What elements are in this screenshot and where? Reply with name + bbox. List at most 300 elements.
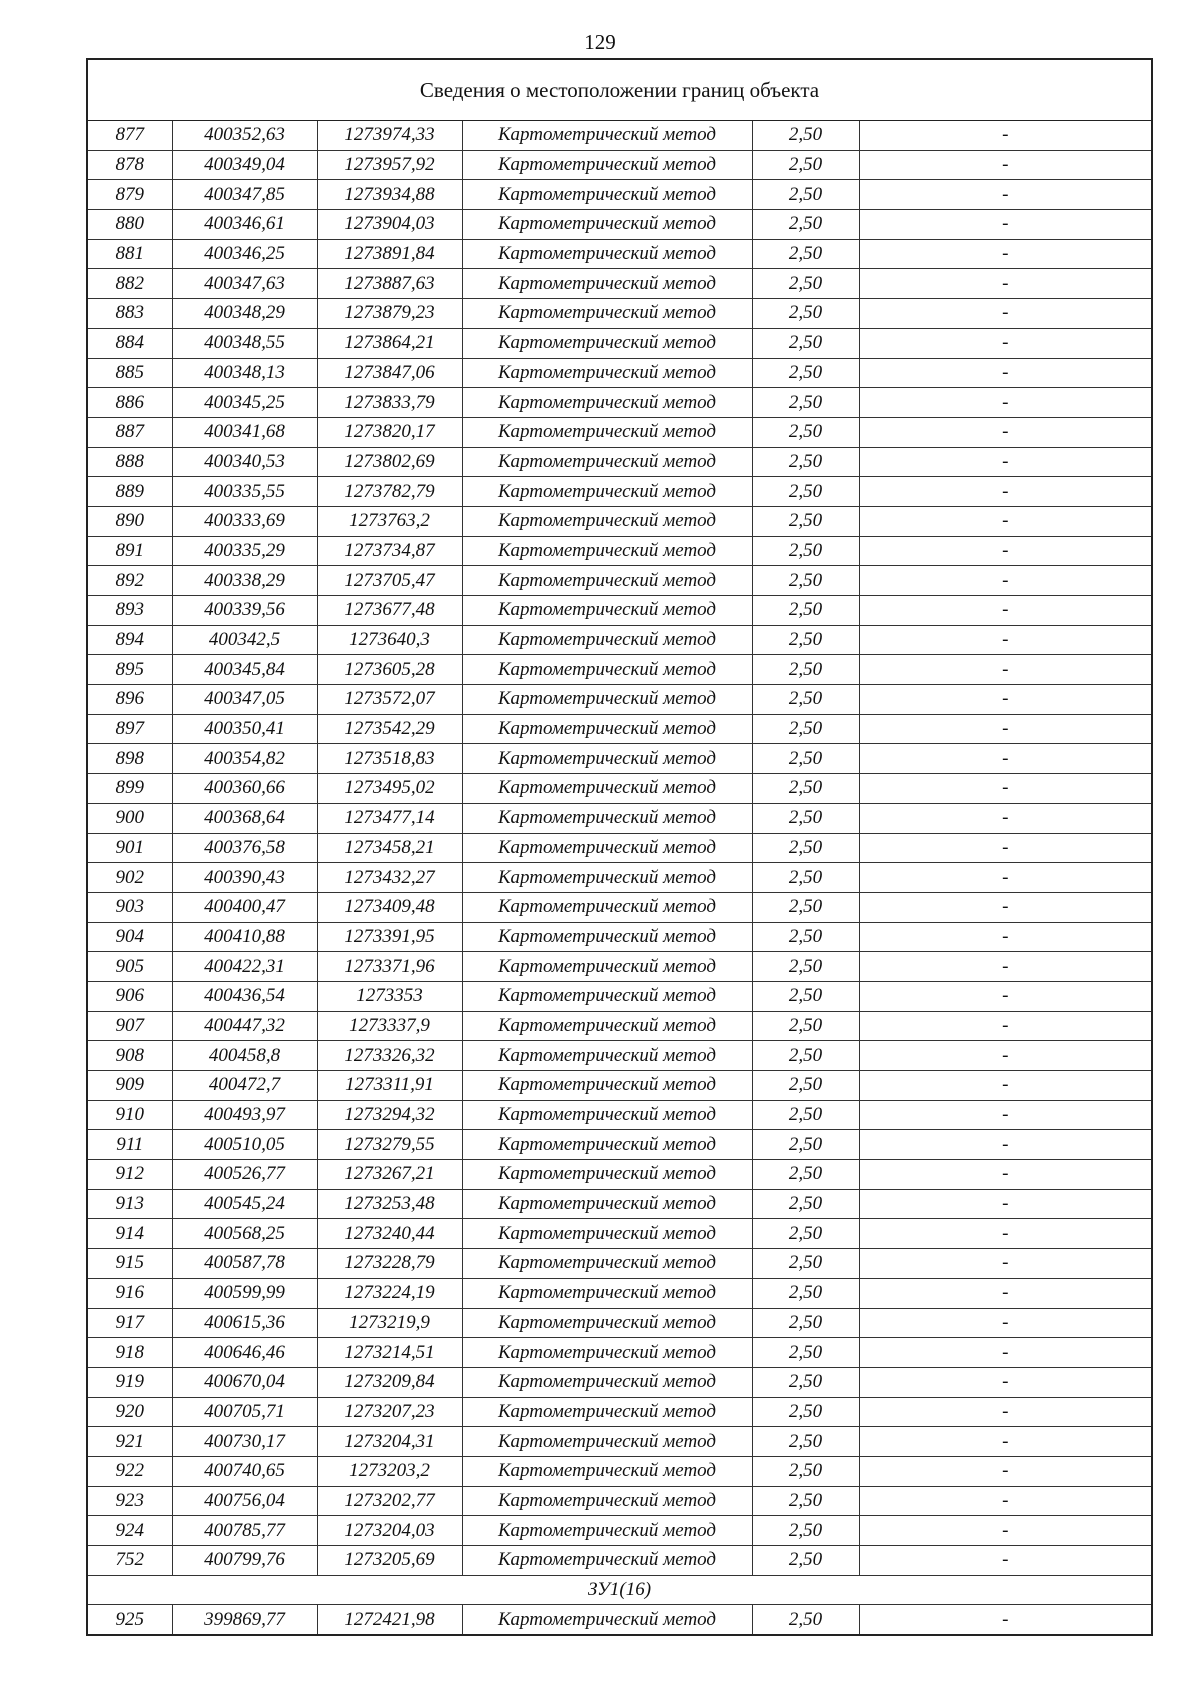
point-number-cell: 898 xyxy=(88,744,172,774)
method-cell: Картометрический метод xyxy=(462,566,752,596)
point-number-cell: 879 xyxy=(88,180,172,210)
table-row xyxy=(88,1278,1151,1308)
table-header-title: Сведения о местоположении границ объекта xyxy=(88,60,1151,121)
method-cell: Картометрический метод xyxy=(462,981,752,1011)
method-cell: Картометрический метод xyxy=(462,774,752,804)
method-cell: Картометрический метод xyxy=(462,1456,752,1486)
point-number-cell: 889 xyxy=(88,477,172,507)
table-row xyxy=(88,1130,1151,1160)
y-coordinate-cell: 1273677,48 xyxy=(317,596,462,626)
description-cell: - xyxy=(859,1249,1151,1279)
x-coordinate-cell: 400345,25 xyxy=(172,388,317,418)
table-row xyxy=(88,685,1151,715)
point-number-cell: 893 xyxy=(88,596,172,626)
point-number-cell: 910 xyxy=(88,1100,172,1130)
table-row xyxy=(88,1249,1151,1279)
table-row xyxy=(88,1100,1151,1130)
table-row xyxy=(88,952,1151,982)
method-cell: Картометрический метод xyxy=(462,922,752,952)
accuracy-cell: 2,50 xyxy=(752,1189,859,1219)
table-row xyxy=(88,150,1151,180)
x-coordinate-cell: 400345,84 xyxy=(172,655,317,685)
table-row xyxy=(88,1011,1151,1041)
y-coordinate-cell: 1273734,87 xyxy=(317,536,462,566)
y-coordinate-cell: 1273205,69 xyxy=(317,1546,462,1576)
y-coordinate-cell: 1273219,9 xyxy=(317,1308,462,1338)
point-number-cell: 919 xyxy=(88,1367,172,1397)
table-row xyxy=(88,1486,1151,1516)
point-number-cell: 901 xyxy=(88,833,172,863)
section-row xyxy=(88,1575,1151,1605)
y-coordinate-cell: 1273209,84 xyxy=(317,1367,462,1397)
y-coordinate-cell: 1273572,07 xyxy=(317,685,462,715)
accuracy-cell: 2,50 xyxy=(752,1427,859,1457)
y-coordinate-cell: 1273477,14 xyxy=(317,803,462,833)
point-number-cell: 915 xyxy=(88,1249,172,1279)
y-coordinate-cell: 1273891,84 xyxy=(317,239,462,269)
table-row xyxy=(88,417,1151,447)
y-coordinate-cell: 1273518,83 xyxy=(317,744,462,774)
y-coordinate-cell: 1273640,3 xyxy=(317,625,462,655)
point-number-cell: 906 xyxy=(88,981,172,1011)
accuracy-cell: 2,50 xyxy=(752,685,859,715)
point-number-cell: 907 xyxy=(88,1011,172,1041)
accuracy-cell: 2,50 xyxy=(752,388,859,418)
accuracy-cell: 2,50 xyxy=(752,1546,859,1576)
description-cell: - xyxy=(859,299,1151,329)
accuracy-cell: 2,50 xyxy=(752,239,859,269)
y-coordinate-cell: 1273353 xyxy=(317,981,462,1011)
accuracy-cell: 2,50 xyxy=(752,1308,859,1338)
y-coordinate-cell: 1273495,02 xyxy=(317,774,462,804)
description-cell: - xyxy=(859,358,1151,388)
accuracy-cell: 2,50 xyxy=(752,1130,859,1160)
x-coordinate-cell: 400472,7 xyxy=(172,1071,317,1101)
section-label: ЗУ1(16) xyxy=(88,1575,1151,1605)
table-row xyxy=(88,981,1151,1011)
y-coordinate-cell: 1273203,2 xyxy=(317,1456,462,1486)
description-cell: - xyxy=(859,1041,1151,1071)
accuracy-cell: 2,50 xyxy=(752,477,859,507)
x-coordinate-cell: 400340,53 xyxy=(172,447,317,477)
method-cell: Картометрический метод xyxy=(462,388,752,418)
y-coordinate-cell: 1273957,92 xyxy=(317,150,462,180)
point-number-cell: 925 xyxy=(88,1605,172,1634)
description-cell: - xyxy=(859,1456,1151,1486)
y-coordinate-cell: 1273204,03 xyxy=(317,1516,462,1546)
x-coordinate-cell: 400526,77 xyxy=(172,1160,317,1190)
point-number-cell: 884 xyxy=(88,328,172,358)
y-coordinate-cell: 1273207,23 xyxy=(317,1397,462,1427)
description-cell: - xyxy=(859,744,1151,774)
description-cell: - xyxy=(859,1338,1151,1368)
point-number-cell: 896 xyxy=(88,685,172,715)
description-cell: - xyxy=(859,1367,1151,1397)
x-coordinate-cell: 400346,61 xyxy=(172,210,317,240)
description-cell: - xyxy=(859,1189,1151,1219)
accuracy-cell: 2,50 xyxy=(752,863,859,893)
x-coordinate-cell: 400740,65 xyxy=(172,1456,317,1486)
method-cell: Картометрический метод xyxy=(462,833,752,863)
method-cell: Картометрический метод xyxy=(462,1338,752,1368)
point-number-cell: 917 xyxy=(88,1308,172,1338)
y-coordinate-cell: 1273326,32 xyxy=(317,1041,462,1071)
coordinates-table xyxy=(88,121,1151,1634)
x-coordinate-cell: 400348,13 xyxy=(172,358,317,388)
description-cell: - xyxy=(859,952,1151,982)
accuracy-cell: 2,50 xyxy=(752,1249,859,1279)
accuracy-cell: 2,50 xyxy=(752,981,859,1011)
accuracy-cell: 2,50 xyxy=(752,1041,859,1071)
method-cell: Картометрический метод xyxy=(462,299,752,329)
table-row xyxy=(88,210,1151,240)
accuracy-cell: 2,50 xyxy=(752,1100,859,1130)
method-cell: Картометрический метод xyxy=(462,477,752,507)
y-coordinate-cell: 1273267,21 xyxy=(317,1160,462,1190)
point-number-cell: 923 xyxy=(88,1486,172,1516)
method-cell: Картометрический метод xyxy=(462,1605,752,1634)
x-coordinate-cell: 400705,71 xyxy=(172,1397,317,1427)
method-cell: Картометрический метод xyxy=(462,892,752,922)
y-coordinate-cell: 1273228,79 xyxy=(317,1249,462,1279)
x-coordinate-cell: 400568,25 xyxy=(172,1219,317,1249)
description-cell: - xyxy=(859,1546,1151,1576)
table-row xyxy=(88,655,1151,685)
description-cell: - xyxy=(859,981,1151,1011)
description-cell: - xyxy=(859,210,1151,240)
y-coordinate-cell: 1273337,9 xyxy=(317,1011,462,1041)
point-number-cell: 918 xyxy=(88,1338,172,1368)
method-cell: Картометрический метод xyxy=(462,1071,752,1101)
table-row xyxy=(88,566,1151,596)
point-number-cell: 924 xyxy=(88,1516,172,1546)
description-cell: - xyxy=(859,803,1151,833)
description-cell: - xyxy=(859,1427,1151,1457)
y-coordinate-cell: 1273705,47 xyxy=(317,566,462,596)
description-cell: - xyxy=(859,1486,1151,1516)
table-row xyxy=(88,892,1151,922)
point-number-cell: 895 xyxy=(88,655,172,685)
x-coordinate-cell: 400347,85 xyxy=(172,180,317,210)
point-number-cell: 891 xyxy=(88,536,172,566)
accuracy-cell: 2,50 xyxy=(752,180,859,210)
description-cell: - xyxy=(859,536,1151,566)
x-coordinate-cell: 400410,88 xyxy=(172,922,317,952)
y-coordinate-cell: 1273294,32 xyxy=(317,1100,462,1130)
point-number-cell: 912 xyxy=(88,1160,172,1190)
table-row xyxy=(88,447,1151,477)
x-coordinate-cell: 399869,77 xyxy=(172,1605,317,1634)
y-coordinate-cell: 1273204,31 xyxy=(317,1427,462,1457)
accuracy-cell: 2,50 xyxy=(752,774,859,804)
y-coordinate-cell: 1273432,27 xyxy=(317,863,462,893)
method-cell: Картометрический метод xyxy=(462,1546,752,1576)
x-coordinate-cell: 400756,04 xyxy=(172,1486,317,1516)
x-coordinate-cell: 400390,43 xyxy=(172,863,317,893)
page-number: 129 xyxy=(584,30,616,54)
table-row xyxy=(88,744,1151,774)
accuracy-cell: 2,50 xyxy=(752,625,859,655)
point-number-cell: 877 xyxy=(88,121,172,150)
accuracy-cell: 2,50 xyxy=(752,952,859,982)
accuracy-cell: 2,50 xyxy=(752,328,859,358)
table-row xyxy=(88,328,1151,358)
table-row xyxy=(88,1041,1151,1071)
description-cell: - xyxy=(859,1160,1151,1190)
point-number-cell: 888 xyxy=(88,447,172,477)
table-row xyxy=(88,1605,1151,1634)
method-cell: Картометрический метод xyxy=(462,1397,752,1427)
description-cell: - xyxy=(859,121,1151,150)
description-cell: - xyxy=(859,447,1151,477)
method-cell: Картометрический метод xyxy=(462,1011,752,1041)
method-cell: Картометрический метод xyxy=(462,1249,752,1279)
y-coordinate-cell: 1273605,28 xyxy=(317,655,462,685)
y-coordinate-cell: 1273904,03 xyxy=(317,210,462,240)
point-number-cell: 903 xyxy=(88,892,172,922)
description-cell: - xyxy=(859,1100,1151,1130)
y-coordinate-cell: 1273409,48 xyxy=(317,892,462,922)
x-coordinate-cell: 400348,55 xyxy=(172,328,317,358)
description-cell: - xyxy=(859,922,1151,952)
description-cell: - xyxy=(859,1308,1151,1338)
method-cell: Картометрический метод xyxy=(462,803,752,833)
point-number-cell: 885 xyxy=(88,358,172,388)
method-cell: Картометрический метод xyxy=(462,1041,752,1071)
table-row xyxy=(88,1189,1151,1219)
method-cell: Картометрический метод xyxy=(462,121,752,150)
x-coordinate-cell: 400545,24 xyxy=(172,1189,317,1219)
accuracy-cell: 2,50 xyxy=(752,210,859,240)
description-cell: - xyxy=(859,1278,1151,1308)
table-row xyxy=(88,1516,1151,1546)
accuracy-cell: 2,50 xyxy=(752,1397,859,1427)
table-row xyxy=(88,1338,1151,1368)
table-row xyxy=(88,477,1151,507)
method-cell: Картометрический метод xyxy=(462,180,752,210)
point-number-cell: 886 xyxy=(88,388,172,418)
description-cell: - xyxy=(859,1516,1151,1546)
point-number-cell: 899 xyxy=(88,774,172,804)
method-cell: Картометрический метод xyxy=(462,1278,752,1308)
y-coordinate-cell: 1273879,23 xyxy=(317,299,462,329)
point-number-cell: 920 xyxy=(88,1397,172,1427)
x-coordinate-cell: 400348,29 xyxy=(172,299,317,329)
accuracy-cell: 2,50 xyxy=(752,803,859,833)
method-cell: Картометрический метод xyxy=(462,1308,752,1338)
accuracy-cell: 2,50 xyxy=(752,1219,859,1249)
description-cell: - xyxy=(859,1071,1151,1101)
method-cell: Картометрический метод xyxy=(462,863,752,893)
x-coordinate-cell: 400615,36 xyxy=(172,1308,317,1338)
accuracy-cell: 2,50 xyxy=(752,744,859,774)
method-cell: Картометрический метод xyxy=(462,1160,752,1190)
description-cell: - xyxy=(859,1397,1151,1427)
method-cell: Картометрический метод xyxy=(462,1486,752,1516)
accuracy-cell: 2,50 xyxy=(752,655,859,685)
x-coordinate-cell: 400346,25 xyxy=(172,239,317,269)
x-coordinate-cell: 400422,31 xyxy=(172,952,317,982)
point-number-cell: 892 xyxy=(88,566,172,596)
description-cell: - xyxy=(859,150,1151,180)
method-cell: Картометрический метод xyxy=(462,714,752,744)
accuracy-cell: 2,50 xyxy=(752,1367,859,1397)
table-row xyxy=(88,714,1151,744)
y-coordinate-cell: 1273864,21 xyxy=(317,328,462,358)
coordinates-table-frame xyxy=(86,58,1153,1636)
y-coordinate-cell: 1273253,48 xyxy=(317,1189,462,1219)
y-coordinate-cell: 1273224,19 xyxy=(317,1278,462,1308)
table-row xyxy=(88,180,1151,210)
y-coordinate-cell: 1273833,79 xyxy=(317,388,462,418)
description-cell: - xyxy=(859,1605,1151,1634)
method-cell: Картометрический метод xyxy=(462,596,752,626)
description-cell: - xyxy=(859,833,1151,863)
accuracy-cell: 2,50 xyxy=(752,833,859,863)
accuracy-cell: 2,50 xyxy=(752,1278,859,1308)
point-number-cell: 880 xyxy=(88,210,172,240)
description-cell: - xyxy=(859,180,1151,210)
table-row xyxy=(88,1397,1151,1427)
x-coordinate-cell: 400400,47 xyxy=(172,892,317,922)
accuracy-cell: 2,50 xyxy=(752,536,859,566)
point-number-cell: 883 xyxy=(88,299,172,329)
y-coordinate-cell: 1273820,17 xyxy=(317,417,462,447)
y-coordinate-cell: 1273279,55 xyxy=(317,1130,462,1160)
y-coordinate-cell: 1273847,06 xyxy=(317,358,462,388)
point-number-cell: 908 xyxy=(88,1041,172,1071)
x-coordinate-cell: 400342,5 xyxy=(172,625,317,655)
description-cell: - xyxy=(859,655,1151,685)
point-number-cell: 882 xyxy=(88,269,172,299)
accuracy-cell: 2,50 xyxy=(752,1071,859,1101)
x-coordinate-cell: 400493,97 xyxy=(172,1100,317,1130)
method-cell: Картометрический метод xyxy=(462,625,752,655)
table-row xyxy=(88,1071,1151,1101)
table-row xyxy=(88,299,1151,329)
accuracy-cell: 2,50 xyxy=(752,1011,859,1041)
point-number-cell: 902 xyxy=(88,863,172,893)
y-coordinate-cell: 1273974,33 xyxy=(317,121,462,150)
accuracy-cell: 2,50 xyxy=(752,1456,859,1486)
x-coordinate-cell: 400587,78 xyxy=(172,1249,317,1279)
table-row xyxy=(88,774,1151,804)
y-coordinate-cell: 1273763,2 xyxy=(317,506,462,536)
method-cell: Картометрический метод xyxy=(462,269,752,299)
point-number-cell: 890 xyxy=(88,506,172,536)
x-coordinate-cell: 400333,69 xyxy=(172,506,317,536)
accuracy-cell: 2,50 xyxy=(752,1338,859,1368)
accuracy-cell: 2,50 xyxy=(752,447,859,477)
description-cell: - xyxy=(859,1219,1151,1249)
y-coordinate-cell: 1273240,44 xyxy=(317,1219,462,1249)
table-row xyxy=(88,536,1151,566)
x-coordinate-cell: 400349,04 xyxy=(172,150,317,180)
description-cell: - xyxy=(859,269,1151,299)
x-coordinate-cell: 400730,17 xyxy=(172,1427,317,1457)
y-coordinate-cell: 1273542,29 xyxy=(317,714,462,744)
y-coordinate-cell: 1273934,88 xyxy=(317,180,462,210)
table-row xyxy=(88,596,1151,626)
point-number-cell: 904 xyxy=(88,922,172,952)
y-coordinate-cell: 1273371,96 xyxy=(317,952,462,982)
x-coordinate-cell: 400599,99 xyxy=(172,1278,317,1308)
x-coordinate-cell: 400347,63 xyxy=(172,269,317,299)
point-number-cell: 905 xyxy=(88,952,172,982)
description-cell: - xyxy=(859,596,1151,626)
point-number-cell: 894 xyxy=(88,625,172,655)
table-row xyxy=(88,625,1151,655)
y-coordinate-cell: 1273782,79 xyxy=(317,477,462,507)
method-cell: Картометрический метод xyxy=(462,1427,752,1457)
method-cell: Картометрический метод xyxy=(462,210,752,240)
x-coordinate-cell: 400352,63 xyxy=(172,121,317,150)
table-row xyxy=(88,358,1151,388)
x-coordinate-cell: 400785,77 xyxy=(172,1516,317,1546)
table-row xyxy=(88,1546,1151,1576)
accuracy-cell: 2,50 xyxy=(752,1605,859,1634)
point-number-cell: 897 xyxy=(88,714,172,744)
point-number-cell: 878 xyxy=(88,150,172,180)
method-cell: Картометрический метод xyxy=(462,1189,752,1219)
accuracy-cell: 2,50 xyxy=(752,417,859,447)
accuracy-cell: 2,50 xyxy=(752,506,859,536)
description-cell: - xyxy=(859,417,1151,447)
table-row xyxy=(88,922,1151,952)
table-row xyxy=(88,506,1151,536)
accuracy-cell: 2,50 xyxy=(752,1486,859,1516)
description-cell: - xyxy=(859,239,1151,269)
description-cell: - xyxy=(859,774,1151,804)
point-number-cell: 913 xyxy=(88,1189,172,1219)
x-coordinate-cell: 400335,29 xyxy=(172,536,317,566)
y-coordinate-cell: 1273391,95 xyxy=(317,922,462,952)
point-number-cell: 909 xyxy=(88,1071,172,1101)
accuracy-cell: 2,50 xyxy=(752,150,859,180)
table-row xyxy=(88,1367,1151,1397)
y-coordinate-cell: 1273202,77 xyxy=(317,1486,462,1516)
method-cell: Картометрический метод xyxy=(462,1367,752,1397)
accuracy-cell: 2,50 xyxy=(752,121,859,150)
x-coordinate-cell: 400447,32 xyxy=(172,1011,317,1041)
y-coordinate-cell: 1272421,98 xyxy=(317,1605,462,1634)
y-coordinate-cell: 1273458,21 xyxy=(317,833,462,863)
method-cell: Картометрический метод xyxy=(462,1100,752,1130)
method-cell: Картометрический метод xyxy=(462,1219,752,1249)
point-number-cell: 921 xyxy=(88,1427,172,1457)
point-number-cell: 881 xyxy=(88,239,172,269)
y-coordinate-cell: 1273802,69 xyxy=(317,447,462,477)
description-cell: - xyxy=(859,685,1151,715)
method-cell: Картометрический метод xyxy=(462,536,752,566)
method-cell: Картометрический метод xyxy=(462,358,752,388)
description-cell: - xyxy=(859,714,1151,744)
description-cell: - xyxy=(859,863,1151,893)
x-coordinate-cell: 400436,54 xyxy=(172,981,317,1011)
accuracy-cell: 2,50 xyxy=(752,299,859,329)
table-row xyxy=(88,121,1151,150)
method-cell: Картометрический метод xyxy=(462,447,752,477)
x-coordinate-cell: 400799,76 xyxy=(172,1546,317,1576)
table-row xyxy=(88,239,1151,269)
y-coordinate-cell: 1273214,51 xyxy=(317,1338,462,1368)
method-cell: Картометрический метод xyxy=(462,417,752,447)
x-coordinate-cell: 400646,46 xyxy=(172,1338,317,1368)
description-cell: - xyxy=(859,328,1151,358)
x-coordinate-cell: 400350,41 xyxy=(172,714,317,744)
description-cell: - xyxy=(859,625,1151,655)
accuracy-cell: 2,50 xyxy=(752,596,859,626)
